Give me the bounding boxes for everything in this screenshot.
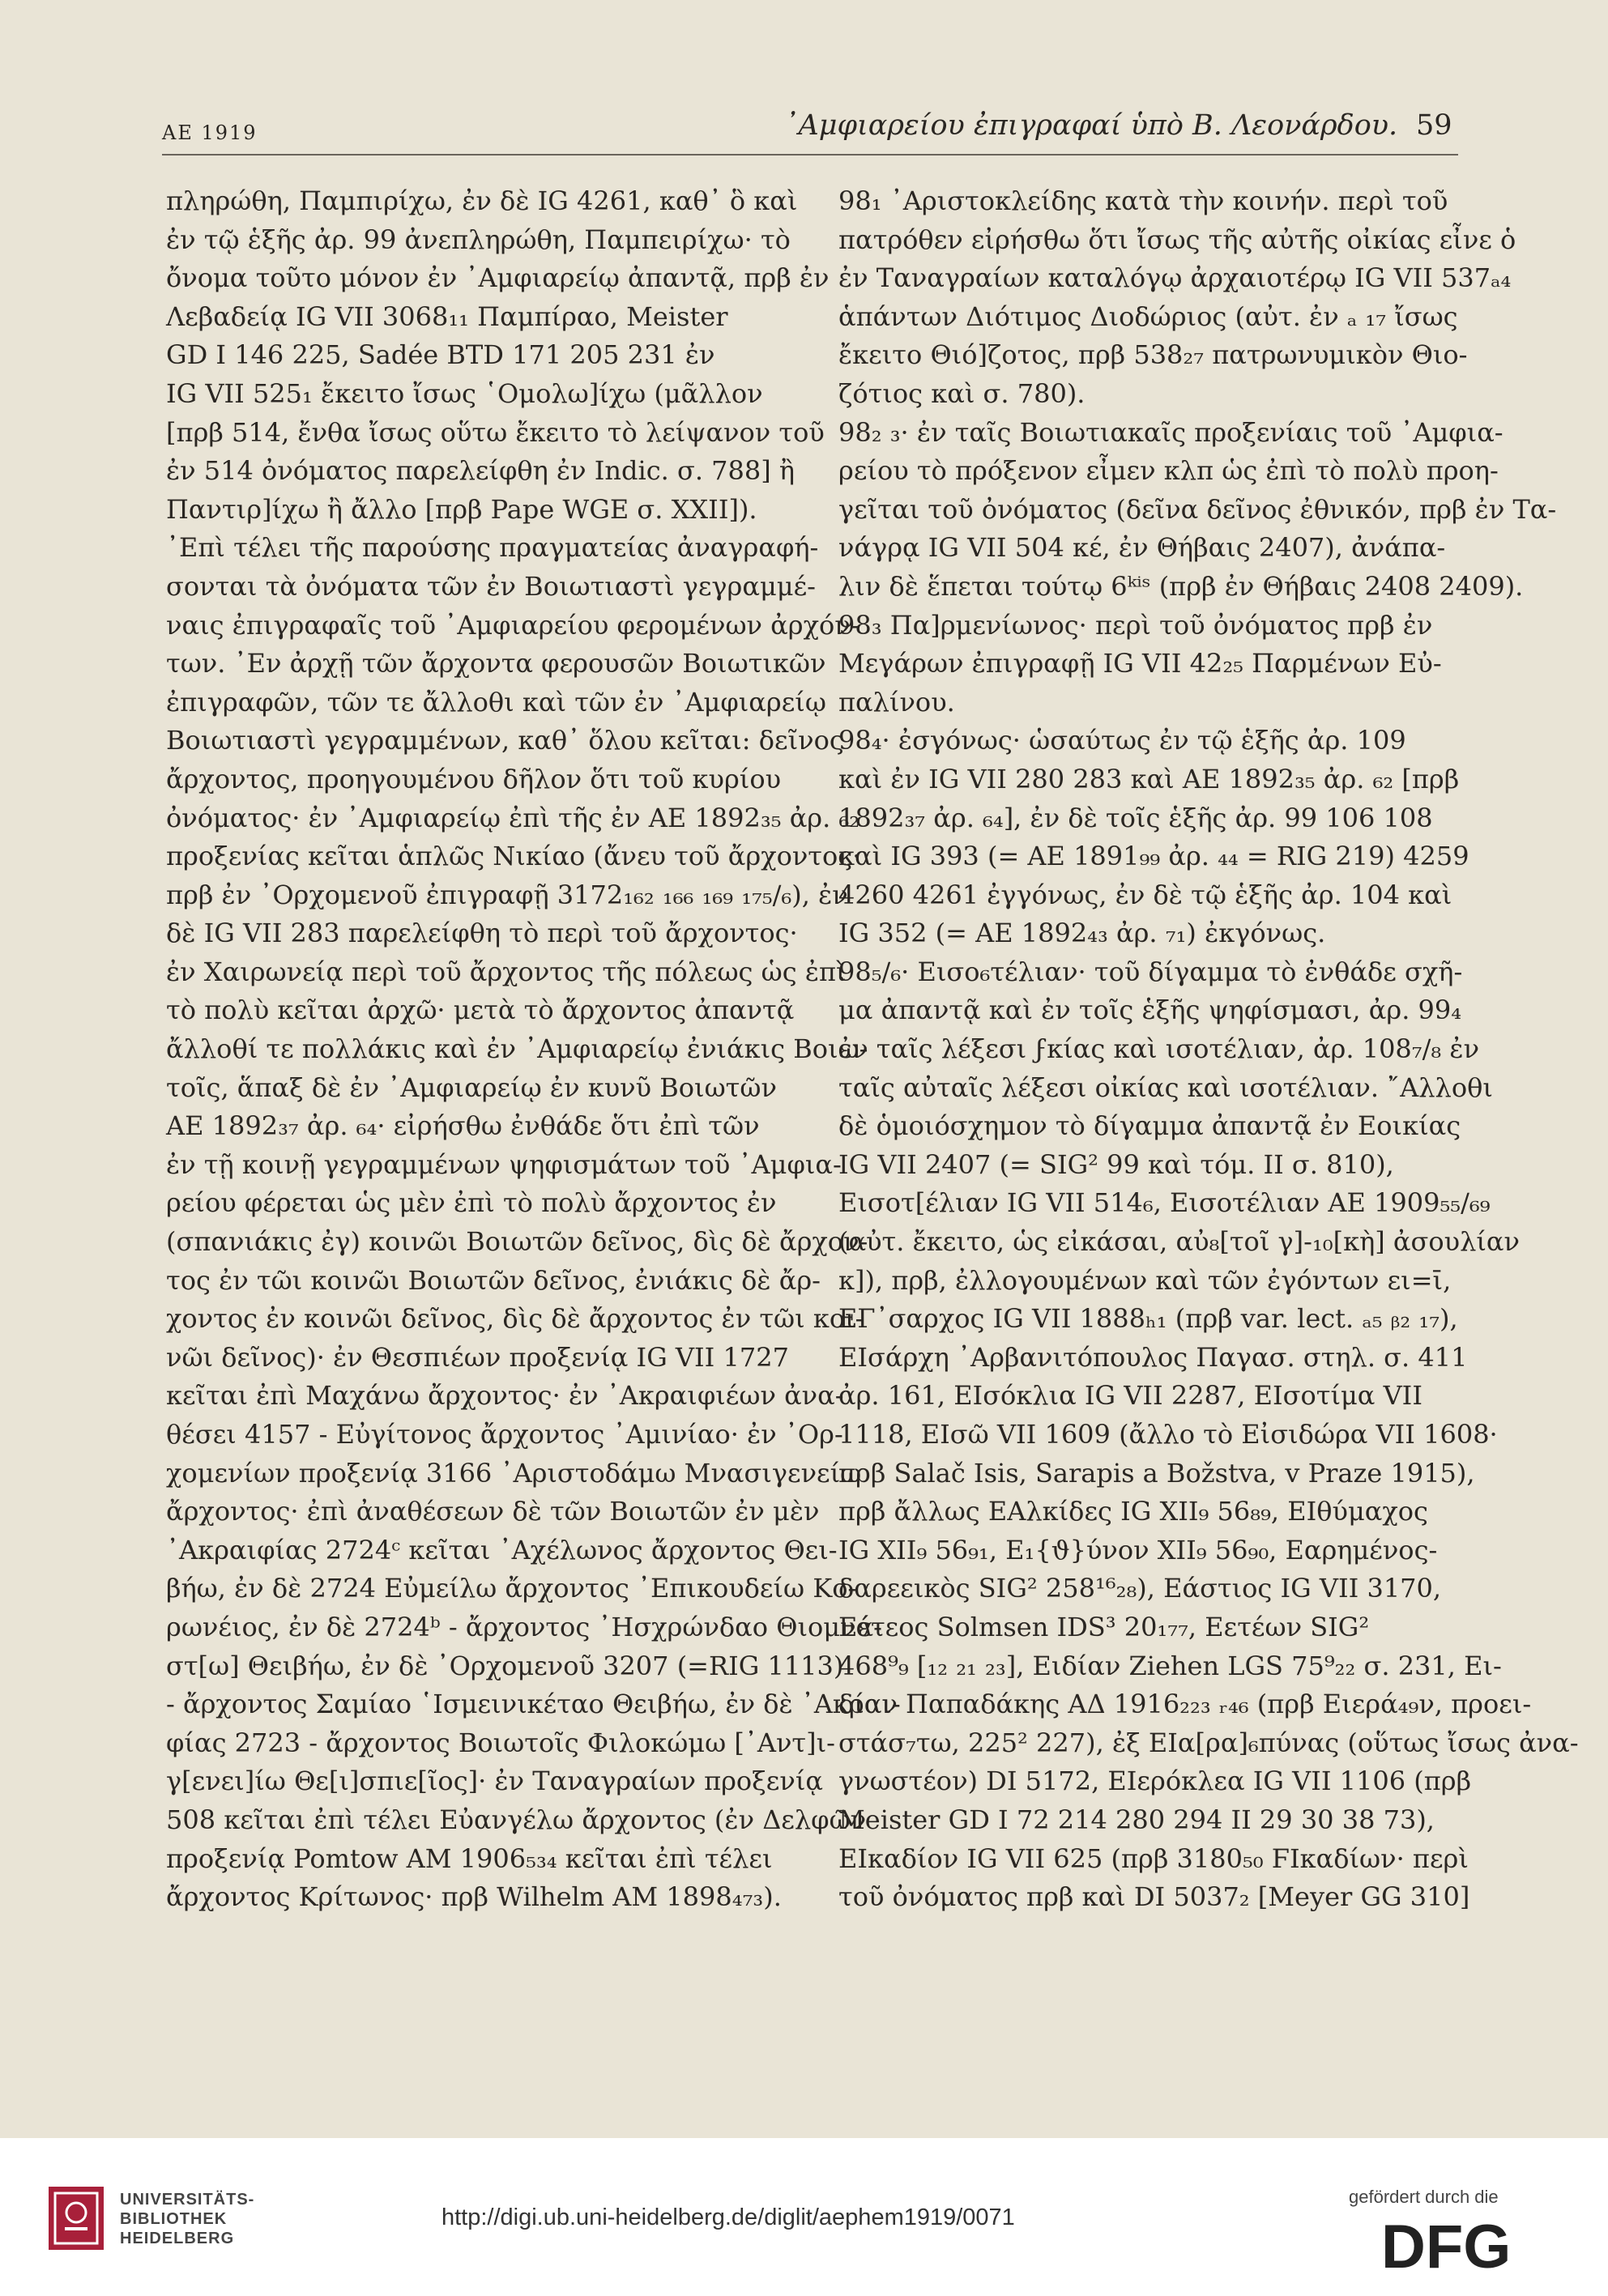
text-line: στάσ₇τω, 225² 227), ἐξ ΕΙα[ρα]₆πύνας (οὕτως ἴσως ἀνα- [838, 1727, 1579, 1758]
text-line: 98₃ Πα]ρμενίωνος· περὶ τοῦ ὀνόματος πρβ ἐν [838, 609, 1433, 641]
text-line: [πρβ 514, ἔνθα ἴσως οὕτω ἔκειτο τὸ λείψανον τοῦ [166, 416, 825, 448]
text-line: IG VII 525₁ ἔκειτο ἴσως ῾Ομολω]ίχω (μᾶλλον [166, 377, 763, 409]
text-line: πρβ Salač Isis, Sarapis a Božstva, v Praze 1915), [838, 1457, 1475, 1489]
university-name-line: HEIDELBERG [120, 2230, 235, 2247]
text-line: πατρόθεν εἰρήσθω ὅτι ἴσως τῆς αὐτῆς οἰκίας εἶνε ὁ [838, 224, 1516, 255]
text-line: ἐν τῇ κοινῇ γεγραμμένων ψηφισμάτων τοῦ ᾽Αμφια- [166, 1148, 842, 1180]
text-line: πρβ ἄλλως ΕΑλκίδες IG XII₉ 56₈₉, ΕΙθύμαχος [838, 1496, 1428, 1527]
text-line: ρωνέιος, ἐν δὲ 2724ᵇ - ἄρχοντος ᾽Ησχρώνδαο Θιομνά- [166, 1611, 882, 1642]
university-name-line: UNIVERSITÄTS- [120, 2191, 255, 2209]
text-line: 468⁹₉ [₁₂ ₂₁ ₂₃], Ειδίαν Ziehen LGS 75⁹₂₂ σ. 231, Ει- [838, 1650, 1502, 1681]
running-header-left: AE 1919 [162, 121, 258, 144]
text-line: 508 κεῖται ἐπὶ τέλει Εὐανγέλω ἄρχοντος (ἐν Δελφῶν [166, 1804, 867, 1835]
text-line: 98₂ ₃· ἐν ταῖς Βοιωτιακαῖς προξενίαις τοῦ ᾽Αμφια- [838, 416, 1504, 448]
text-line: ρείου τὸ πρόξενον εἶμεν κλπ ὡς ἐπὶ τὸ πολὺ προη- [838, 455, 1499, 487]
text-line: σονται τὰ ὀνόματα τῶν ἐν Βοιωτιαστὶ γεγραμμέ- [166, 570, 816, 602]
dfg-logo-icon [1381, 2213, 1563, 2281]
text-line: - ἄρχοντος Σαμίαο ῾Ισμεινικέταο Θειβήω, ἐν δὲ ᾽Ακραι- [166, 1689, 901, 1720]
text-line: ναις ἐπιγραφαῖς τοῦ ᾽Αμφιαρείου φερομένων ἀρχόν- [166, 609, 859, 641]
text-line: ἐν 514 ὀνόματος παρελείφθη ἐν Indic. σ. 788] ἢ [166, 455, 795, 487]
text-line: τοῦ ὀνόματος πρβ καὶ DI 5037₂ [Meyer GG 310] [838, 1881, 1470, 1913]
text-line: ἄλλοθί τε πολλάκις καὶ ἐν ᾽Αμφιαρείῳ ἐνιάκις Βοιω- [166, 1033, 868, 1065]
text-line: ἐν τῷ ἑξῆς ἀρ. 99 ἀνεπληρώθη, Παμπειρίχω· τὸ [166, 224, 791, 255]
text-line: 4260 4261 ἐγγόνως, ἐν δὲ τῷ ἑξῆς ἀρ. 104 καὶ [838, 879, 1452, 910]
text-line: νῶι δεῖνος)· ἐν Θεσπιέων προξενίᾳ IG VII 1727 [166, 1341, 789, 1373]
university-name [120, 2190, 254, 2248]
text-line: καὶ IG 393 (= AE 1891₉₉ ἀρ. ₄₄ = RIG 219) 4259 [838, 841, 1469, 872]
text-line: προξενίᾳ Pomtow AM 1906₅₃₄ κεῖται ἐπὶ τέλει [166, 1842, 773, 1874]
text-line: ὀνόματος· ἐν ᾽Αμφιαρείῳ ἐπὶ τῆς ἐν AE 1892₃₅ ἀρ. ₆₂ [166, 802, 860, 833]
text-line: ἐν Ταναγραίων καταλόγῳ ἀρχαιοτέρῳ IG VII 537ₐ₄ [838, 262, 1512, 294]
text-line: 98₄· ἐσγόνως· ὡσαύτως ἐν τῷ ἑξῆς ἀρ. 109 [838, 725, 1406, 756]
text-line: χοντος ἐν κοινῶι δεῖνος, δὶς δὲ ἄρχοντος ἐν τῶι κοι- [166, 1303, 864, 1335]
text-line: βήω, ἐν δὲ 2724 Εὐμείλω ἄρχοντος ᾽Επικουδείω Κο- [166, 1573, 857, 1604]
text-line: γνωστέον) DI 5172, ΕΙερόκλεα IG VII 1106 (πρβ [838, 1766, 1472, 1797]
text-line: δὲ IG VII 283 παρελείφθη τὸ περὶ τοῦ ἄρχοντος· [166, 918, 798, 949]
text-line: ἐν ταῖς λέξεσι ϝκίας καὶ ισοτέλιαν, ἀρ. 108₇/₈ ἐν [838, 1033, 1480, 1065]
text-line: Μεγάρων ἐπιγραφῇ IG VII 42₂₅ Παρμένων Εὐ- [838, 648, 1442, 679]
running-header-title: ᾽Αμφιαρείου ἐπιγραφαί ὑπὸ Β. Λεονάρδου. [784, 109, 1398, 142]
text-line: ΕΙκαδίον IG VII 625 (πρβ 3180₅₀ ϜΙκαδίων· περὶ [838, 1842, 1469, 1874]
text-line: 1892₃₇ ἀρ. ₆₄], ἐν δὲ τοῖς ἑξῆς ἀρ. 99 106 108 [838, 802, 1433, 833]
funding-text: gefördert durch die [1349, 2187, 1499, 2207]
text-line: Εέτεος Solmsen IDS³ 20₁₇₇, Εετέων SIG² [838, 1611, 1370, 1642]
text-line: θέσει 4157 - Εὐγίτονος ἄρχοντος ᾽Αμινίαο· ἐν ᾽Ορ- [166, 1419, 843, 1450]
text-line: AE 1892₃₇ ἀρ. ₆₄· εἰρήσθω ἐνθάδε ὅτι ἐπὶ τῶν [166, 1110, 760, 1142]
text-line: ἁπάντων Διότιμος Διοδώριος (αὐτ. ἐν ₐ ₁₇ ἴσως [838, 300, 1458, 332]
text-line: ἄρχοντος· ἐπὶ ἀναθέσεων δὲ τῶν Βοιωτῶν ἐν μὲν [166, 1496, 820, 1527]
text-line: Λεβαδείᾳ IG VII 3068₁₁ Παμπίραο, Meister [166, 300, 728, 332]
source-url-link[interactable]: http://digi.ub.uni-heidelberg.de/diglit/aephem1919/0071 [441, 2204, 1015, 2230]
text-line: Παντιρ]ίχω ἢ ἄλλο [πρβ Pape WGE σ. XXII]). [166, 493, 757, 525]
text-line: 98₁ ᾽Αριστοκλείδης κατὰ τὴν κοινήν. περὶ τοῦ [838, 185, 1448, 216]
text-line: νάγρᾳ IG VII 504 κέ, ἐν Θήβαις 2407), ἀνάπα- [838, 532, 1446, 564]
text-line: λιν δὲ ἕπεται τούτῳ 6ᵏⁱˢ (πρβ ἐν Θήβαις 2408 2409). [838, 570, 1524, 602]
text-line: Εισοτ[έλιαν IG VII 514₆, Εισοτέλιαν AE 1909₅₅/₆₉ [838, 1187, 1491, 1219]
text-line: ἄρχοντος Κρίτωνος· πρβ Wilhelm AM 1898₄₇₃). [166, 1881, 782, 1913]
university-name-line: BIBLIOTHEK [120, 2210, 228, 2228]
text-line: ζότιος καὶ σ. 780). [838, 377, 1086, 409]
text-line: ἐπιγραφῶν, τῶν τε ἄλλοθι καὶ τῶν ἐν ᾽Αμφιαρείῳ [166, 686, 826, 718]
text-line: ἀρ. 161, ΕΙσόκλια IG VII 2287, ΕΙσοτίμα VII [838, 1380, 1422, 1412]
text-line: δὲ ὁμοιόσχημον τὸ δίγαμμα ἀπαντᾷ ἐν Εοικίας [838, 1110, 1461, 1142]
text-line: ρείου φέρεται ὡς μὲν ἐπὶ τὸ πολὺ ἄρχοντος ἐν [166, 1187, 777, 1219]
text-line: Βοιωτιαστὶ γεγραμμένων, καθ᾽ ὅλου κεῖται: δεῖνος [166, 725, 844, 756]
text-line: ὄνομα τοῦτο μόνον ἐν ᾽Αμφιαρείῳ ἀπαντᾷ, πρβ ἐν [166, 262, 830, 294]
text-line: πληρώθη, Παμπιρίχω, ἐν δὲ IG 4261, καθ᾽ ὃ καὶ [166, 185, 798, 216]
text-line: Meister GD I 72 214 280 294 II 29 30 38 73), [838, 1804, 1435, 1835]
text-line: IG XII₉ 56₉₁, Ε₁{ϑ}ύνον XII₉ 56₉₀, Εαρημένος- [838, 1534, 1438, 1565]
text-line: 1118, ΕΙσῶ VII 1609 (ἄλλο τὸ Εἰσιδώρα VII 1608· [838, 1419, 1498, 1450]
text-line: των. ᾽Εν ἀρχῇ τῶν ἄρχοντα φερουσῶν Βοιωτικῶν [166, 648, 826, 679]
text-line: ΕΓ᾽σαρχος IG VII 1888ₕ₁ (πρβ var. lect. ₐ₅ ᵦ₂ ₁₇), [838, 1303, 1458, 1335]
text-line: προξενίας κεῖται ἁπλῶς Νικίαο (ἄνευ τοῦ ἄρχοντος· [166, 841, 861, 872]
text-line: τοῖς, ἅπαξ δὲ ἐν ᾽Αμφιαρείῳ ἐν κυνῦ Βοιωτῶν [166, 1071, 777, 1103]
text-line: 98₅/₆· Εισο₆τέλιαν· τοῦ δίγαμμα τὸ ἐνθάδε σχῆ- [838, 956, 1463, 987]
dfg-logo-text: DFG [1381, 2213, 1512, 2281]
text-line: ἔκειτο Θιό]ζοτος, πρβ 538₂₇ πατρωνυμικὸν Θιο- [838, 339, 1468, 371]
text-line: ἄρχοντος, προηγουμένου δῆλον ὅτι τοῦ κυρίου [166, 763, 782, 794]
text-line: μα ἀπαντᾷ καὶ ἐν τοῖς ἑξῆς ψηφίσμασι, ἀρ. 99₄ [838, 995, 1462, 1026]
text-line: GD I 146 225, Sadée BTD 171 205 231 ἐν [166, 339, 715, 371]
page-number: 59 [1416, 109, 1452, 142]
text-line: καὶ ἐν IG VII 280 283 καὶ AE 1892₃₅ ἀρ. ₆₂ [πρβ [838, 763, 1460, 794]
text-line: (σπανιάκις ἐγ) κοινῶι Βοιωτῶν δεῖνος, δὶς δὲ ἄρχον- [166, 1226, 868, 1258]
text-line: πρβ ἐν ᾽Ορχομενοῦ ἐπιγραφῇ 3172₁₆₂ ₁₆₆ ₁₆₉ ₁₇₅/₆), ἐν [166, 879, 848, 910]
footer-bar [0, 2138, 1608, 2296]
text-line: παλίνου. [838, 686, 955, 718]
text-line: δαρεεικὸς SIG² 258¹⁶₂₈), Εάστιος IG VII 3170, [838, 1573, 1442, 1604]
text-line: χομενίων προξενίᾳ 3166 ᾽Αριστοδάμω Μνασιγενείω [166, 1457, 862, 1489]
text-line: κ]), πρβ, ἐλλογουμένων καὶ τῶν ἐγόντων ει=ῑ, [838, 1264, 1452, 1296]
text-line: γεῖται τοῦ ὀνόματος (δεῖνα δεῖνος ἐθνικόν, πρβ ἐν Τα- [838, 493, 1557, 525]
text-line: τος ἐν τῶι κοινῶι Βοιωτῶν δεῖνος, ἐνιάκις δὲ ἄρ- [166, 1264, 821, 1296]
text-line: ταῖς αὐταῖς λέξεσι οἰκίας καὶ ισοτέλιαν. ῎Αλλοθι [838, 1071, 1493, 1103]
text-line: IG 352 (= AE 1892₄₃ ἀρ. ₇₁) ἐκγόνως. [838, 918, 1326, 949]
header-divider [162, 154, 1458, 155]
text-line: δίαν Παπαδάκης ΑΔ 1916₂₂₃ ᵣ₄₆ (πρβ Ειερά₄₉ν, προει- [838, 1689, 1532, 1720]
text-line: γ[ενει]ίω Θε[ι]σπιε[ῖος]· ἐν Ταναγραίων προξενίᾳ [166, 1766, 823, 1797]
text-line: ἐν Χαιρωνείᾳ περὶ τοῦ ἄρχοντος τῆς πόλεως ὡς ἐπὶ [166, 956, 847, 987]
text-line: φίας 2723 - ἄρχοντος Βοιωτοῖς Φιλοκώμω [᾽Αντ]ι- [166, 1727, 835, 1758]
text-line: ᾽Ακραιφίας 2724ᶜ κεῖται ᾽Αχέλωνος ἄρχοντος Θει- [166, 1534, 838, 1565]
text-line: κεῖται ἐπὶ Μαχάνω ἄρχοντος· ἐν ᾽Ακραιφιέων ἀνα- [166, 1380, 844, 1412]
text-line: ΕΙσάρχη ᾽Αρβανιτόπουλος Παγασ. στηλ. σ. 411 [838, 1341, 1468, 1373]
text-line: (αὐτ. ἔκειτο, ὡς εἰκάσαι, αὐ₈[τοῖ γ]-₁₀[κὴ] ἀσουλίαν [838, 1226, 1520, 1258]
text-line: στ[ω] Θειβήω, ἐν δὲ ᾽Ορχομενοῦ 3207 (=RIG 1113) [166, 1650, 844, 1681]
text-line: IG VII 2407 (= SIG² 99 καὶ τόμ. II σ. 810), [838, 1148, 1394, 1180]
university-seal-icon [49, 2187, 104, 2250]
text-line: τὸ πολὺ κεῖται ἀρχῶ· μετὰ τὸ ἄρχοντος ἀπαντᾷ [166, 995, 795, 1026]
text-line: ᾽Επὶ τέλει τῆς παρούσης πραγματείας ἀναγραφή- [166, 532, 819, 564]
right-text-column [838, 182, 1579, 1917]
